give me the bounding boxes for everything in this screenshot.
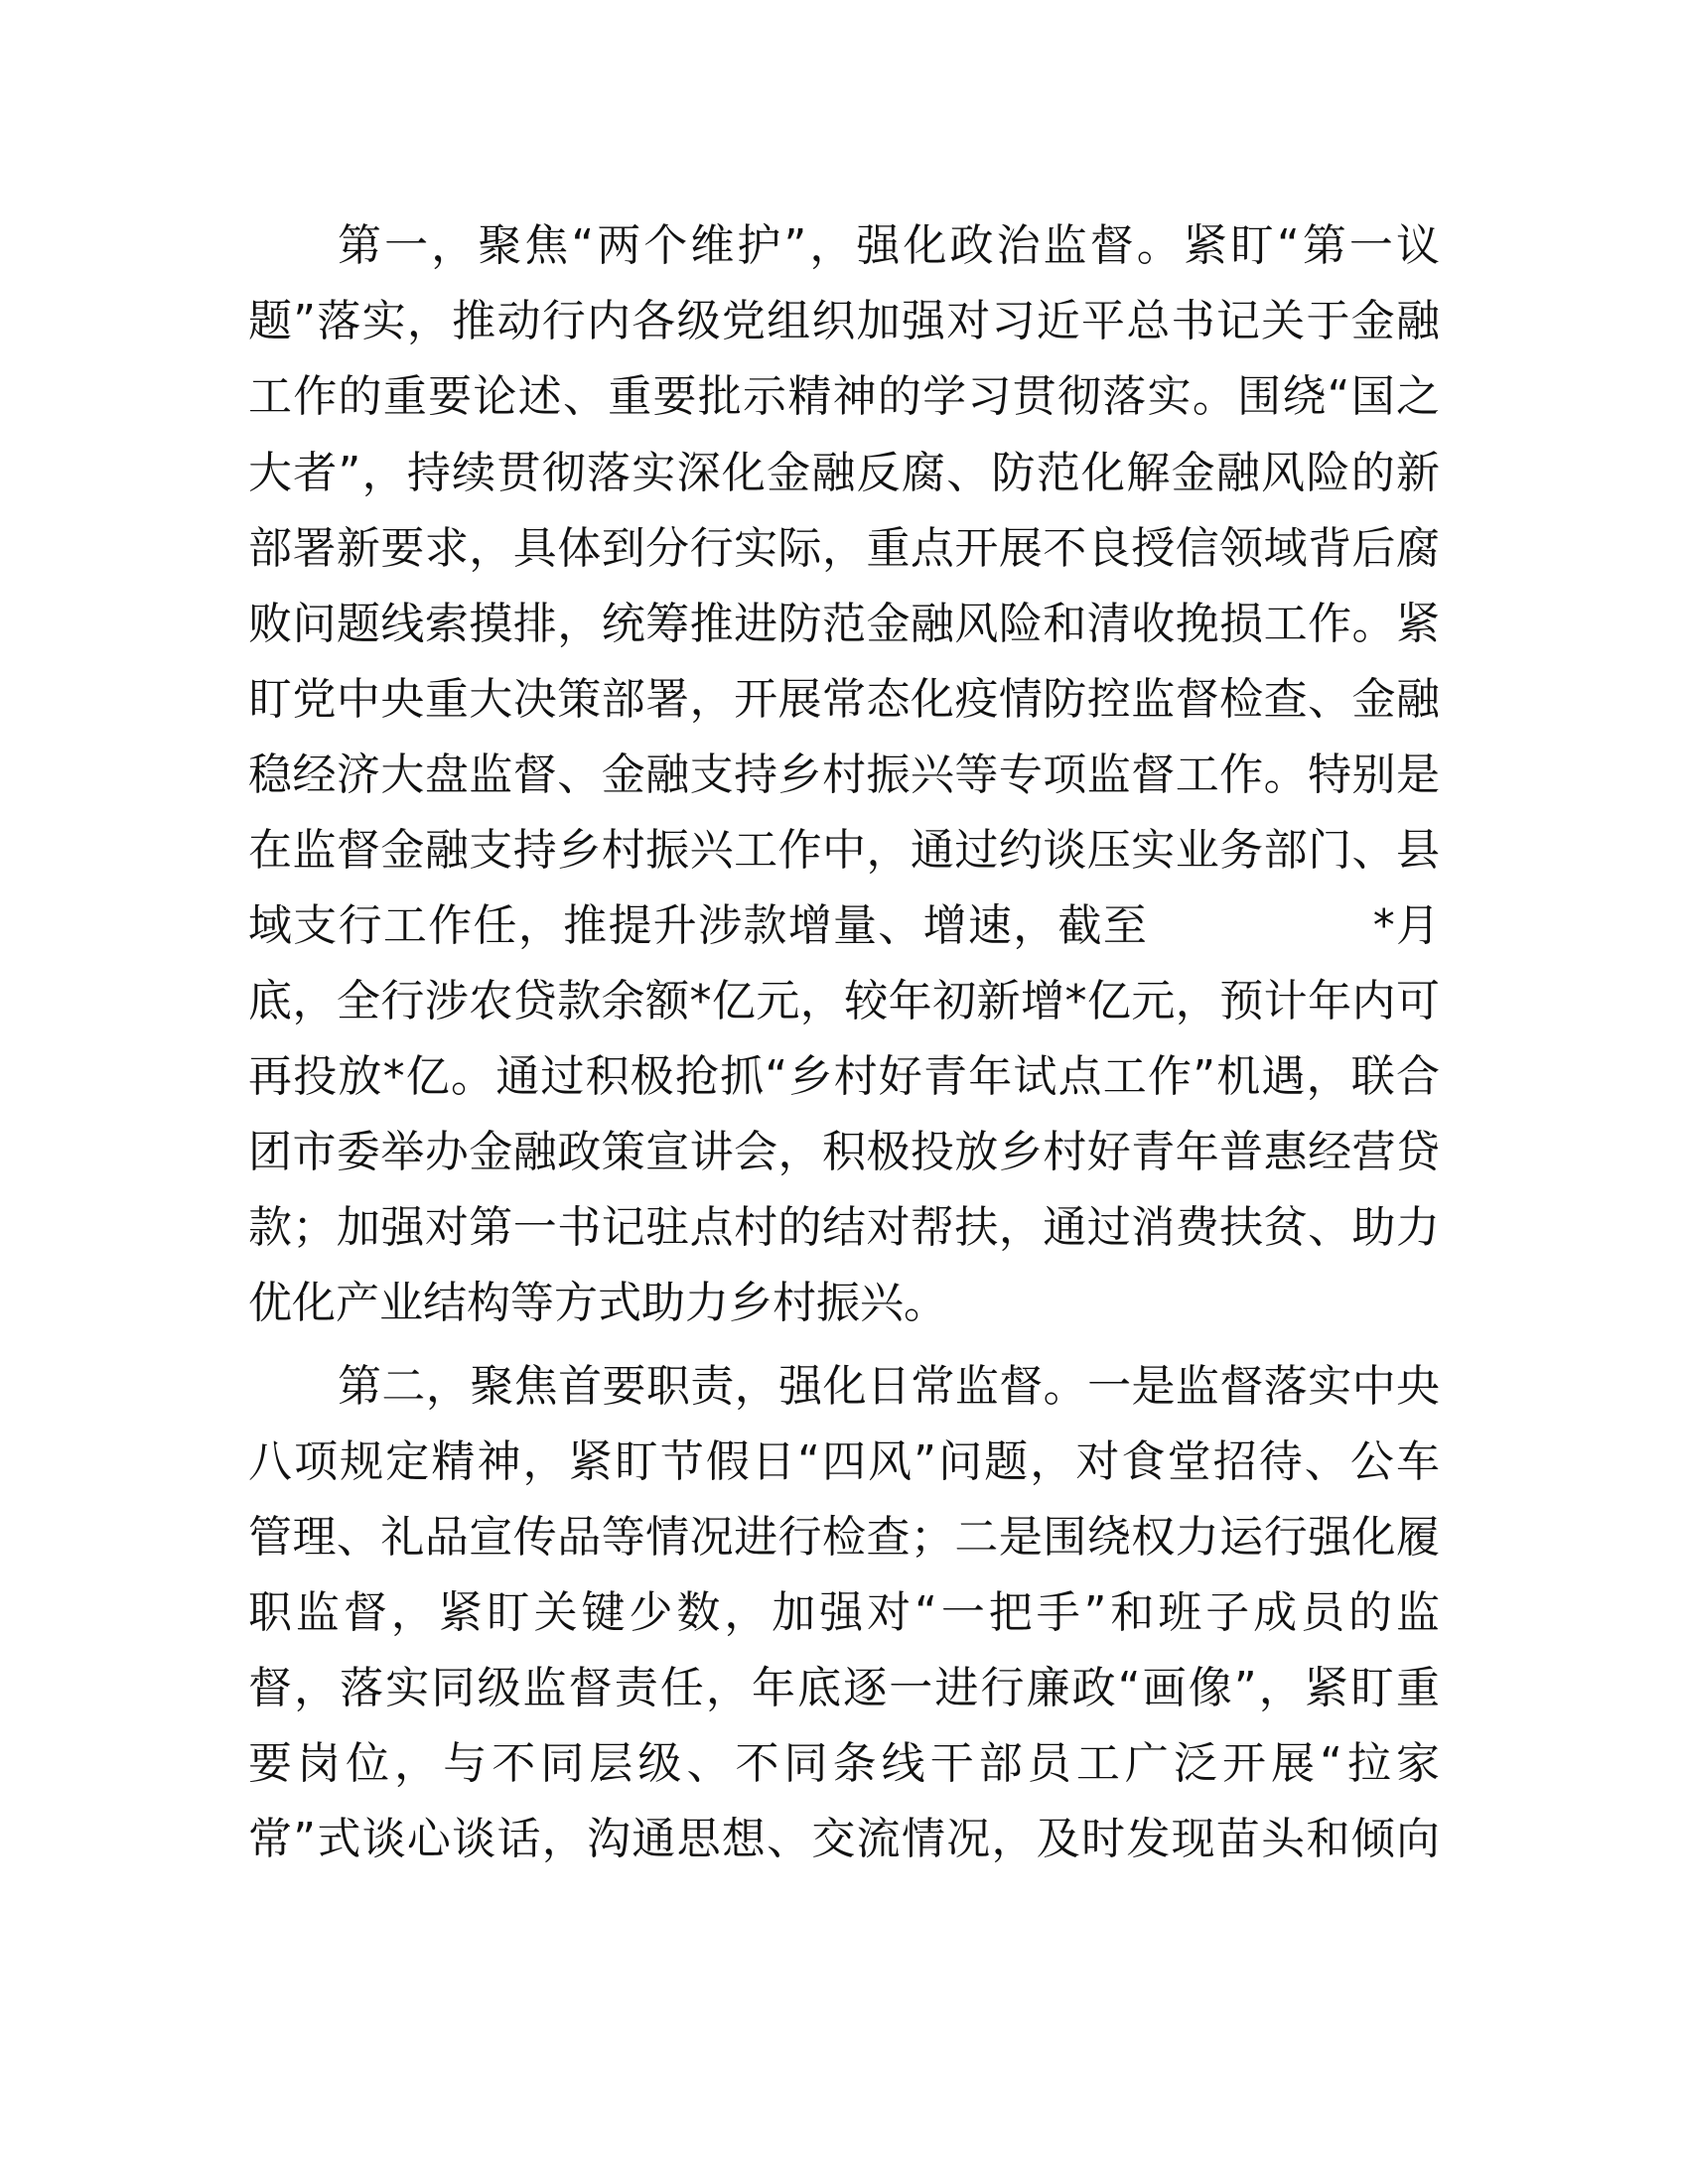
paragraph-line: 稳经济大盘监督、金融支持乡村振兴等专项监督工作。特别是: [248, 750, 1440, 800]
paragraph-line: 题”落实，推动行内各级党组织加强对习近平总书记关于金融: [248, 296, 1440, 346]
paragraph-line: 败问题线索摸排，统筹推进防范金融风险和清收挽损工作。紧: [248, 599, 1440, 649]
paragraph-line: 域支行工作任，推提升涉款增量、增速，截至 *月: [248, 900, 1440, 951]
paragraph-line: 管理、礼品宣传品等情况进行检查；二是围绕权力运行强化履: [248, 1512, 1440, 1563]
paragraph-line: 款；加强对第一书记驻点村的结对帮扶，通过消费扶贫、助力: [248, 1202, 1440, 1253]
paragraph-line: 优化产业结构等方式助力乡村振兴。: [248, 1278, 947, 1328]
paragraph-line: 第一，聚焦“两个维护”，强化政治监督。紧盯“第一议: [338, 220, 1440, 271]
paragraph-line: 底，全行涉农贷款余额*亿元，较年初新增*亿元，预计年内可: [248, 976, 1440, 1026]
paragraph-line: 在监督金融支持乡村振兴工作中，通过约谈压实业务部门、县: [248, 825, 1440, 876]
paragraph-line: 八项规定精神，紧盯节假日“四风”问题，对食堂招待、公车: [248, 1436, 1440, 1487]
paragraph-line: 职监督，紧盯关键少数，加强对“一把手”和班子成员的监: [248, 1587, 1440, 1638]
paragraph-line: 盯党中央重大决策部署，开展常态化疫情防控监督检查、金融: [248, 674, 1440, 725]
paragraph-line: 再投放*亿。通过积极抢抓“乡村好青年试点工作”机遇，联合: [248, 1051, 1440, 1102]
paragraph-line: 大者”，持续贯彻落实深化金融反腐、防范化解金融风险的新: [248, 448, 1440, 498]
paragraph-line: 督，落实同级监督责任，年底逐一进行廉政“画像”，紧盯重: [248, 1663, 1440, 1713]
paragraph-line: 部署新要求，具体到分行实际，重点开展不良授信领域背后腐: [248, 523, 1440, 574]
paragraph-line: 常”式谈心谈话，沟通思想、交流情况，及时发现苗头和倾向: [248, 1814, 1440, 1864]
paragraph-line: 团市委举办金融政策宣讲会，积极投放乡村好青年普惠经营贷: [248, 1127, 1440, 1177]
paragraph-line: 工作的重要论述、重要批示精神的学习贯彻落实。围绕“国之: [248, 371, 1440, 422]
paragraph-line: 第二，聚焦首要职责，强化日常监督。一是监督落实中央: [338, 1361, 1440, 1412]
paragraph-line: 要岗位，与不同层级、不同条线干部员工广泛开展“拉家: [248, 1738, 1440, 1789]
